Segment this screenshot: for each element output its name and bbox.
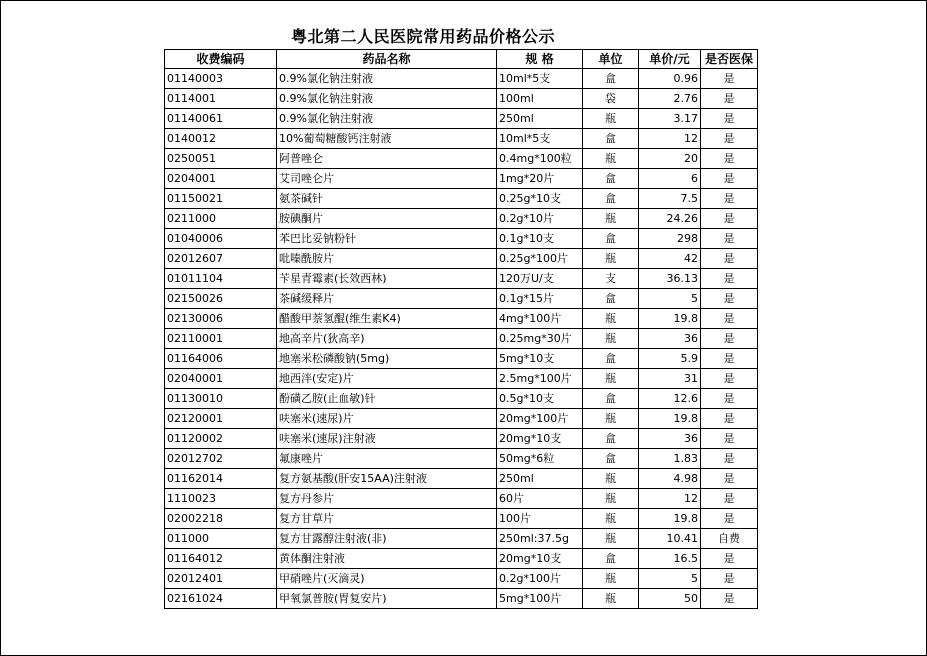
cell-price: 2.76 [639,89,701,109]
cell-insurance: 是 [701,249,758,269]
cell-unit: 瓶 [583,249,639,269]
cell-insurance: 是 [701,69,758,89]
cell-insurance: 是 [701,349,758,369]
cell-name: 茶碱缓释片 [277,289,497,309]
cell-unit: 盒 [583,289,639,309]
cell-price: 298 [639,229,701,249]
table-row [165,469,758,489]
cell-code: 02012702 [165,449,277,469]
cell-insurance: 是 [701,389,758,409]
cell-name: 复方甘草片 [277,509,497,529]
table-row [165,89,758,109]
cell-unit: 瓶 [583,469,639,489]
cell-spec: 10ml*5支 [497,69,583,89]
cell-unit: 盒 [583,349,639,369]
cell-code: 011000 [165,529,277,549]
cell-price: 10.41 [639,529,701,549]
cell-price: 36 [639,329,701,349]
cell-code: 02012607 [165,249,277,269]
cell-price: 7.5 [639,189,701,209]
cell-price: 16.5 [639,549,701,569]
cell-unit: 盒 [583,389,639,409]
cell-code: 01120002 [165,429,277,449]
cell-price: 5.9 [639,349,701,369]
cell-code: 02040001 [165,369,277,389]
cell-price: 6 [639,169,701,189]
cell-spec: 0.25mg*30片 [497,329,583,349]
cell-price: 5 [639,289,701,309]
table-row [165,369,758,389]
cell-insurance: 是 [701,469,758,489]
cell-name: 地高辛片(狄高辛) [277,329,497,349]
cell-code: 01011104 [165,269,277,289]
cell-code: 01140061 [165,109,277,129]
cell-unit: 瓶 [583,149,639,169]
header-unit: 单位 [583,50,639,69]
cell-spec: 0.2g*10片 [497,209,583,229]
cell-code: 0204001 [165,169,277,189]
cell-code: 01150021 [165,189,277,209]
table-row [165,329,758,349]
cell-spec: 250ml [497,109,583,129]
cell-unit: 袋 [583,89,639,109]
cell-name: 10%葡萄糖酸钙注射液 [277,129,497,149]
table-header-row [165,50,758,69]
cell-spec: 100片 [497,509,583,529]
table-row [165,309,758,329]
cell-insurance: 是 [701,369,758,389]
cell-insurance: 是 [701,569,758,589]
cell-unit: 盒 [583,449,639,469]
cell-insurance: 是 [701,489,758,509]
cell-price: 50 [639,589,701,609]
cell-unit: 瓶 [583,489,639,509]
cell-code: 01162014 [165,469,277,489]
cell-insurance: 是 [701,209,758,229]
cell-unit: 盒 [583,169,639,189]
cell-unit: 瓶 [583,309,639,329]
cell-insurance: 是 [701,329,758,349]
cell-name: 0.9%氯化钠注射液 [277,89,497,109]
cell-insurance: 是 [701,149,758,169]
cell-insurance: 是 [701,189,758,209]
cell-code: 02002218 [165,509,277,529]
table-row [165,449,758,469]
cell-spec: 120万U/支 [497,269,583,289]
cell-spec: 60片 [497,489,583,509]
cell-code: 01040006 [165,229,277,249]
cell-unit: 瓶 [583,109,639,129]
cell-unit: 盒 [583,69,639,89]
cell-name: 苯巴比妥钠粉针 [277,229,497,249]
cell-spec: 100ml [497,89,583,109]
cell-name: 吡嗪酰胺片 [277,249,497,269]
cell-insurance: 是 [701,409,758,429]
cell-insurance: 是 [701,589,758,609]
cell-price: 4.98 [639,469,701,489]
cell-code: 0250051 [165,149,277,169]
table-row [165,189,758,209]
table-row [165,429,758,449]
cell-code: 02120001 [165,409,277,429]
cell-price: 31 [639,369,701,389]
cell-code: 01164012 [165,549,277,569]
cell-spec: 5mg*100片 [497,589,583,609]
cell-insurance: 是 [701,309,758,329]
cell-spec: 0.25g*10支 [497,189,583,209]
table-row [165,569,758,589]
cell-insurance: 是 [701,229,758,249]
cell-spec: 1mg*20片 [497,169,583,189]
table-row [165,209,758,229]
cell-unit: 瓶 [583,209,639,229]
cell-price: 19.8 [639,509,701,529]
cell-spec: 0.1g*15片 [497,289,583,309]
cell-name: 艾司唑仑片 [277,169,497,189]
cell-unit: 盒 [583,189,639,209]
table-row [165,509,758,529]
cell-insurance: 是 [701,509,758,529]
cell-insurance: 是 [701,549,758,569]
cell-price: 19.8 [639,309,701,329]
cell-unit: 瓶 [583,529,639,549]
cell-code: 02110001 [165,329,277,349]
cell-name: 氨茶碱针 [277,189,497,209]
cell-name: 0.9%氯化钠注射液 [277,69,497,89]
table-row [165,229,758,249]
cell-insurance: 自费 [701,529,758,549]
cell-price: 36.13 [639,269,701,289]
cell-spec: 0.2g*100片 [497,569,583,589]
cell-spec: 20mg*100片 [497,409,583,429]
cell-spec: 0.5g*10支 [497,389,583,409]
cell-spec: 5mg*10支 [497,349,583,369]
cell-price: 3.17 [639,109,701,129]
cell-unit: 瓶 [583,569,639,589]
cell-unit: 瓶 [583,589,639,609]
table-row [165,69,758,89]
cell-price: 24.26 [639,209,701,229]
header-code: 收费编码 [165,50,277,69]
cell-name: 复方甘露醇注射液(非) [277,529,497,549]
cell-unit: 瓶 [583,329,639,349]
cell-code: 01164006 [165,349,277,369]
cell-insurance: 是 [701,129,758,149]
cell-name: 胺碘酮片 [277,209,497,229]
cell-price: 5 [639,569,701,589]
cell-spec: 250ml [497,469,583,489]
cell-code: 01130010 [165,389,277,409]
cell-unit: 瓶 [583,409,639,429]
table-row [165,389,758,409]
cell-price: 1.83 [639,449,701,469]
cell-spec: 2.5mg*100片 [497,369,583,389]
cell-unit: 瓶 [583,369,639,389]
cell-name: 地塞米松磷酸钠(5mg) [277,349,497,369]
cell-insurance: 是 [701,429,758,449]
cell-spec: 10ml*5支 [497,129,583,149]
cell-code: 01140003 [165,69,277,89]
table-row [165,109,758,129]
cell-unit: 支 [583,269,639,289]
cell-code: 0114001 [165,89,277,109]
cell-name: 黄体酮注射液 [277,549,497,569]
table-row [165,249,758,269]
cell-name: 甲硝唑片(灭滴灵) [277,569,497,589]
cell-insurance: 是 [701,109,758,129]
cell-code: 1110023 [165,489,277,509]
cell-insurance: 是 [701,449,758,469]
header-price: 单价/元 [639,50,701,69]
cell-insurance: 是 [701,89,758,109]
cell-price: 12.6 [639,389,701,409]
cell-price: 12 [639,489,701,509]
cell-name: 呋塞米(速尿)注射液 [277,429,497,449]
cell-code: 0211000 [165,209,277,229]
cell-spec: 50mg*6粒 [497,449,583,469]
cell-unit: 盒 [583,549,639,569]
cell-spec: 20mg*10支 [497,429,583,449]
table-row [165,409,758,429]
cell-name: 呋塞米(速尿)片 [277,409,497,429]
table-row [165,169,758,189]
table-row [165,489,758,509]
cell-spec: 0.1g*10支 [497,229,583,249]
cell-name: 苄星青霉素(长效西林) [277,269,497,289]
table-row [165,529,758,549]
cell-unit: 瓶 [583,509,639,529]
cell-name: 甲氧氯普胺(胃复安片) [277,589,497,609]
cell-name: 酚磺乙胺(止血敏)针 [277,389,497,409]
cell-spec: 0.4mg*100粒 [497,149,583,169]
cell-code: 0140012 [165,129,277,149]
cell-price: 0.96 [639,69,701,89]
cell-name: 复方丹参片 [277,489,497,509]
cell-spec: 20mg*10支 [497,549,583,569]
cell-name: 复方氨基酸(肝安15AA)注射液 [277,469,497,489]
cell-code: 02012401 [165,569,277,589]
table-row [165,349,758,369]
cell-code: 02130006 [165,309,277,329]
table-row [165,589,758,609]
cell-name: 0.9%氯化钠注射液 [277,109,497,129]
cell-unit: 盒 [583,429,639,449]
cell-insurance: 是 [701,169,758,189]
cell-code: 02161024 [165,589,277,609]
cell-spec: 4mg*100片 [497,309,583,329]
table-row [165,149,758,169]
cell-spec: 0.25g*100片 [497,249,583,269]
header-spec: 规 格 [497,50,583,69]
cell-unit: 盒 [583,229,639,249]
price-table [164,49,758,609]
table-body [165,69,758,609]
cell-code: 02150026 [165,289,277,309]
cell-name: 氟康唑片 [277,449,497,469]
cell-insurance: 是 [701,269,758,289]
cell-price: 42 [639,249,701,269]
cell-price: 12 [639,129,701,149]
cell-unit: 盒 [583,129,639,149]
cell-insurance: 是 [701,289,758,309]
table-row [165,549,758,569]
cell-price: 19.8 [639,409,701,429]
table-row [165,269,758,289]
cell-name: 醋酸甲萘氢醌(维生素K4) [277,309,497,329]
table-row [165,289,758,309]
page-title: 粤北第二人民医院常用药品价格公示 [291,27,556,46]
cell-name: 地西泮(安定)片 [277,369,497,389]
table-row [165,129,758,149]
cell-spec: 250ml:37.5g [497,529,583,549]
cell-price: 36 [639,429,701,449]
header-name: 药品名称 [277,50,497,69]
cell-name: 阿普唑仑 [277,149,497,169]
header-insurance: 是否医保 [701,50,758,69]
cell-price: 20 [639,149,701,169]
